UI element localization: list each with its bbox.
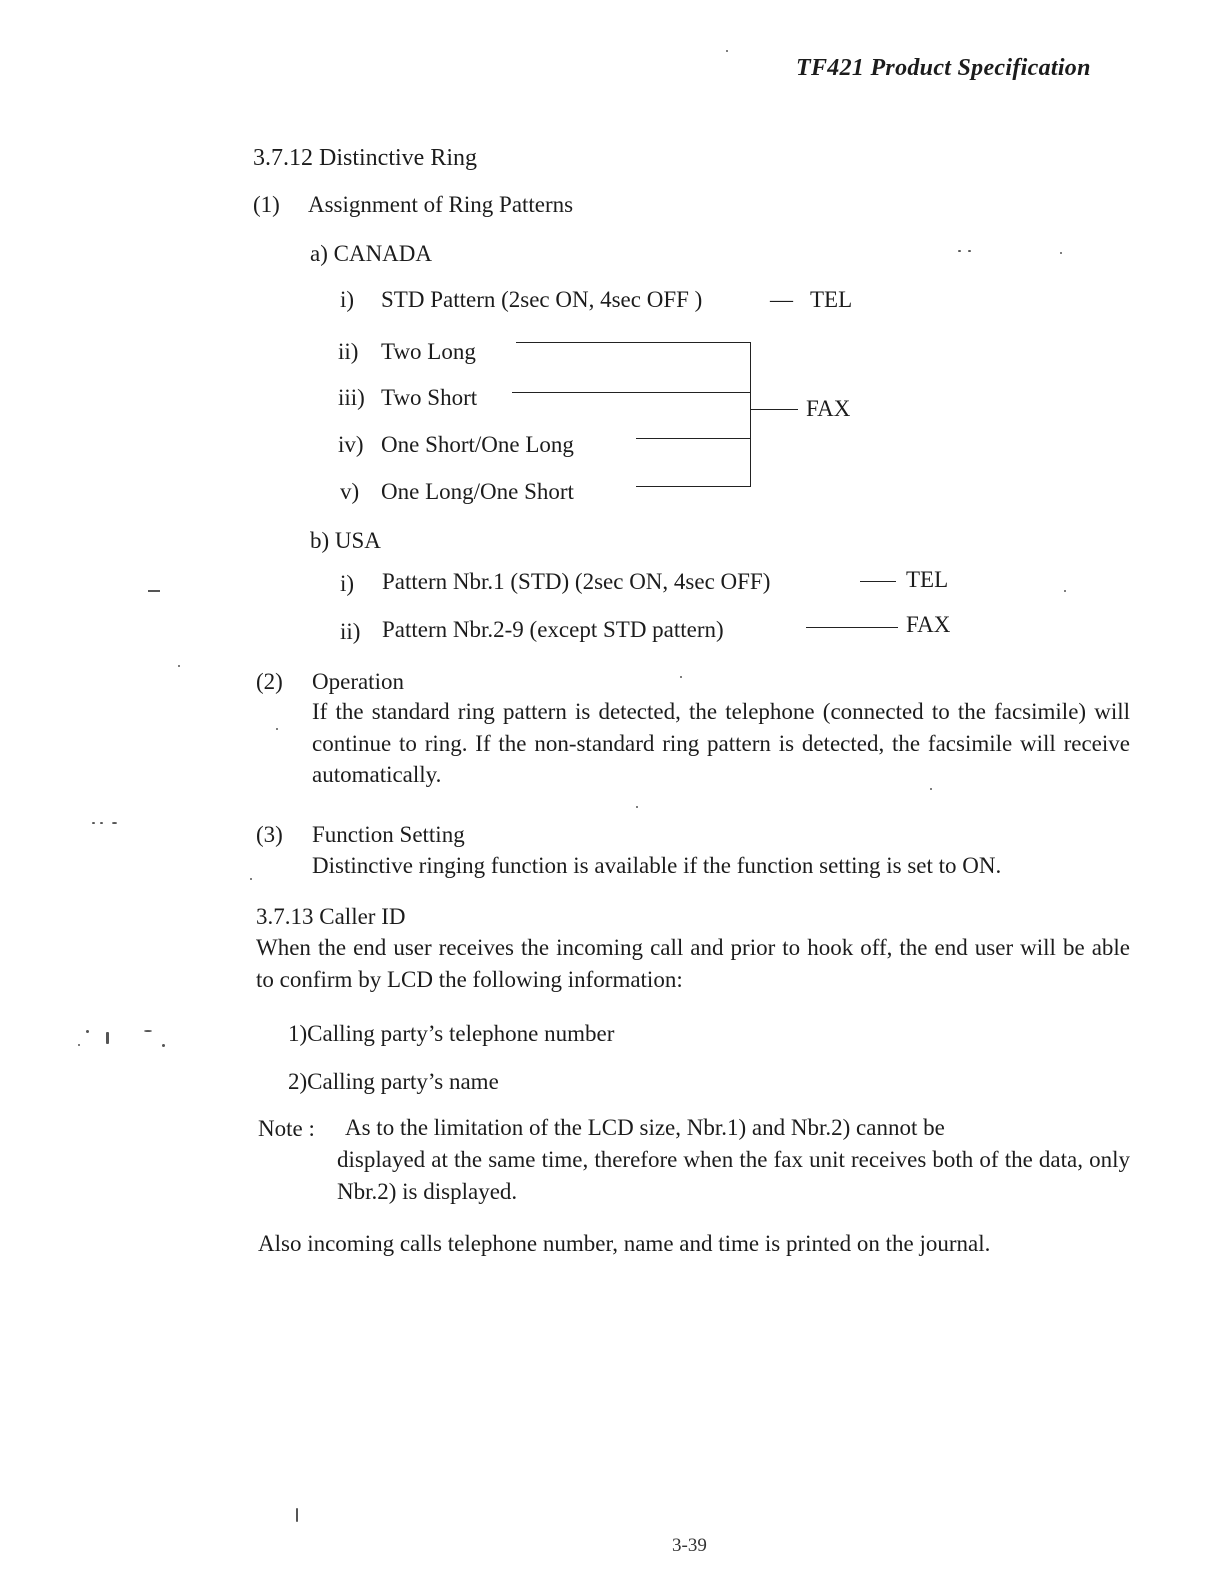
scan-speck <box>162 1044 165 1047</box>
canada-pattern-2-number: ii) <box>338 339 359 364</box>
item-1-number: (1) <box>253 192 280 217</box>
scan-speck <box>178 665 180 667</box>
scan-speck <box>250 878 252 880</box>
usa-pattern-1-text: Pattern Nbr.1 (STD) (2sec ON, 4sec OFF) <box>382 569 771 594</box>
bracket-line-two-short <box>512 392 751 393</box>
scan-speck <box>276 728 278 730</box>
usa-pattern-1-connector-line <box>860 581 896 582</box>
caller-id-list-item-1: 1)Calling party’s telephone number <box>288 1021 615 1046</box>
scan-speck <box>958 250 961 252</box>
canada-pattern-2-text: Two Long <box>381 339 476 364</box>
scan-speck <box>930 788 932 790</box>
item-3-title: Function Setting <box>312 822 465 847</box>
page-number: 3-39 <box>672 1535 707 1556</box>
scan-speck <box>1060 252 1062 254</box>
canada-pattern-3-text: Two Short <box>381 385 478 410</box>
usa-label: b) USA <box>310 528 381 553</box>
canada-pattern-5-number: v) <box>340 479 360 504</box>
canada-pattern-1-text: STD Pattern (2sec ON, 4sec OFF ) <box>381 287 703 312</box>
usa-pattern-1-number: i) <box>340 571 355 596</box>
usa-fax-target: FAX <box>906 612 951 637</box>
canada-fax-target: FAX <box>806 396 851 421</box>
usa-pattern-2-connector-line <box>806 627 898 628</box>
scan-speck <box>78 1044 80 1046</box>
scan-speck <box>968 250 971 252</box>
canada-label: a) CANADA <box>310 241 433 266</box>
scan-speck <box>86 1030 89 1033</box>
bracket-line-to-fax <box>750 409 798 410</box>
usa-pattern-2-text: Pattern Nbr.2-9 (except STD pattern) <box>382 617 724 642</box>
item-1-title: Assignment of Ring Patterns <box>308 192 574 217</box>
section-heading-distinctive-ring: 3.7.12 Distinctive Ring <box>253 145 477 171</box>
caller-id-list-item-2: 2)Calling party’s name <box>288 1069 499 1094</box>
function-setting-description: Distinctive ringing function is available if the function setting is set to ON. <box>312 853 1002 878</box>
scan-speck <box>726 50 728 52</box>
journal-closing-sentence: Also incoming calls telephone number, name and time is printed on the journal. <box>258 1231 991 1256</box>
scan-speck <box>144 1030 152 1032</box>
note-continuation: displayed at the same time, therefore when the fax unit receives both of the data, only Nbr.2) is displayed. <box>337 1147 1130 1204</box>
note-label: Note : <box>258 1116 315 1141</box>
scan-speck <box>1064 590 1066 592</box>
item-2-title: Operation <box>312 669 404 694</box>
canada-tel-target: TEL <box>810 287 853 312</box>
scan-speck <box>100 822 103 824</box>
scan-speck <box>106 1032 109 1044</box>
operation-description: If the standard ring pattern is detected, the telephone (connected to the facsimile) will continue to ring. If the non-standard ring pattern is detected, the facsimile will receive automatically. <box>312 699 1130 788</box>
scan-speck <box>680 676 682 678</box>
document-header-title: TF421 Product Specification <box>796 55 1091 81</box>
caller-id-intro: When the end user receives the incoming call and prior to hook off, the end user will be able to confirm by LCD the following information: <box>256 935 1130 992</box>
canada-pattern-1-connector: — <box>770 287 793 312</box>
canada-pattern-3-number: iii) <box>338 385 365 410</box>
usa-pattern-2-number: ii) <box>340 619 361 644</box>
scan-speck <box>296 1508 298 1522</box>
scan-speck <box>636 806 638 808</box>
bracket-line-one-short-one-long <box>636 438 751 439</box>
item-2-number: (2) <box>256 669 283 694</box>
bracket-line-two-long <box>516 342 751 343</box>
canada-pattern-4-number: iv) <box>338 432 364 457</box>
canada-pattern-4-text: One Short/One Long <box>381 432 574 457</box>
note-first-line: As to the limitation of the LCD size, Nbr.1) and Nbr.2) cannot be <box>345 1115 945 1140</box>
bracket-line-one-long-one-short <box>636 486 751 487</box>
bracket-vertical-line <box>750 342 751 487</box>
scan-speck <box>92 822 95 824</box>
usa-tel-target: TEL <box>906 567 949 592</box>
scan-speck <box>112 822 117 824</box>
canada-pattern-1-number: i) <box>340 287 355 312</box>
canada-pattern-5-text: One Long/One Short <box>381 479 574 504</box>
scan-speck <box>148 590 160 592</box>
section-heading-caller-id: 3.7.13 Caller ID <box>256 904 406 929</box>
item-3-number: (3) <box>256 822 283 847</box>
